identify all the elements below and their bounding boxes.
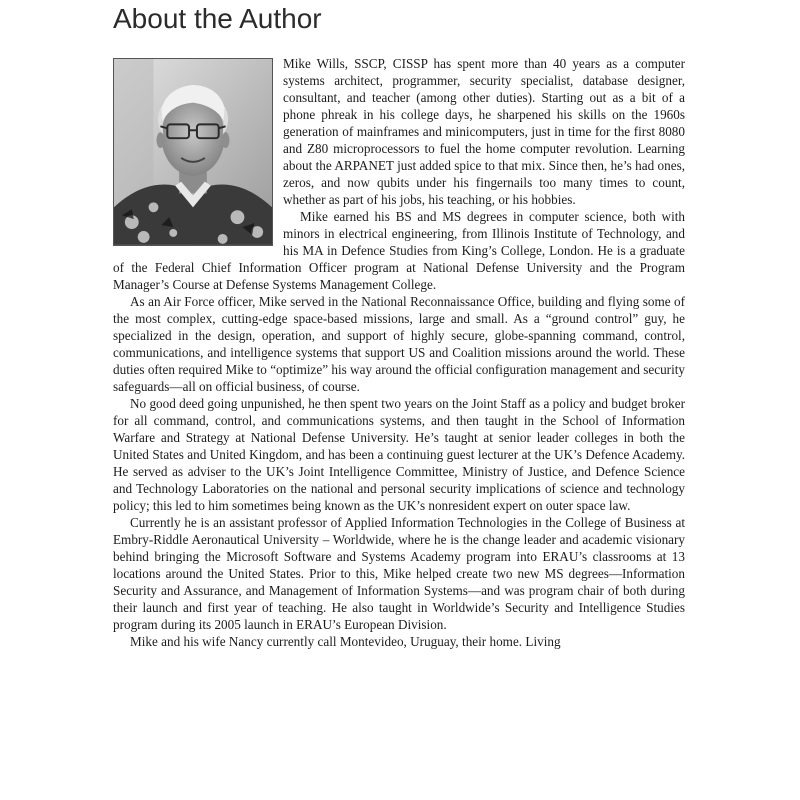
author-bio bbox=[113, 55, 685, 650]
bio-paragraph-4: No good deed going unpunished, he then spent two years on the Joint Staff as a policy and budget broker for all command, control, and communications systems, and then taught in the School of Information Warfare and Strategy at National Defense University. He’s taught at senior leader colleges in both the United States and United Kingdom, and has been a continuing guest lecturer at the UK’s Defence Academy. He served as adviser to the UK’s Joint Intelligence Committee, Ministry of Justice, and Defence Science and Technology Laboratories on the national and personal security implications of science and technology policy; this led to him sometimes being known as the UK’s nonresident expert on outer space law. bbox=[113, 396, 685, 513]
bio-paragraph-3: As an Air Force officer, Mike served in the National Reconnaissance Office, building and flying some of the most complex, cutting-edge space-based missions, large and small. As a “ground control” guy, he specialized in the design, operation, and support of highly secure, globe-spanning command, control, communications, and intelligence systems that support US and Coalition missions around the world. These duties often required Mike to “optimize” his way around the official configuration management and security safeguards—all on official business, of course. bbox=[113, 294, 685, 394]
bio-paragraph-5: Currently he is an assistant professor of Applied Information Technologies in the College of Business at Embry-Riddle Aeronautical University – Worldwide, where he is the change leader and academic visionary behind bringing the Microsoft Software and Systems Academy program into ERAU’s classrooms at 13 locations around the United States. Prior to this, Mike helped create two new MS degrees—Information Security and Assurance, and Management of Information Systems—and was program chair of both during their launch and first year of teaching. He also taught in Worldwide’s Security and Intelligence Studies program during its 2005 launch in ERAU’s European Division. bbox=[113, 515, 685, 632]
photo-wrap-spacer bbox=[113, 55, 283, 254]
bio-paragraph-6: Mike and his wife Nancy currently call Montevideo, Uruguay, their home. Living bbox=[130, 634, 561, 649]
page-title: About the Author bbox=[113, 3, 322, 34]
bio-paragraph-2: Mike earned his BS and MS degrees in computer science, both with minors in electrical engineering, from Illinois Institute of Technology, and his MA in Defence Studies from King’s College, London. He is a graduate of the Federal Chief Information Officer program at National Defense University and the Program Manager’s Course at Defense Systems Management College. bbox=[113, 209, 685, 292]
bio-paragraph-1: Mike Wills, SSCP, CISSP has spent more than 40 years as a computer systems architect, programmer, security specialist, database designer, consultant, and teacher (among other duties). Starting out as a bit of a phone phreak in his college days, he sharpened his skills on the 1960s generation of mainframes and minicomputers, just in time for the first 8080 and Z80 microprocessors to fuel the home computer revolution. Learning about the ARPANET just added spice to that mix. Since then, he’s had ones, zeros, and now qubits under his fingernails too many times to count, whether as part of his jobs, his teaching, or his hobbies. bbox=[283, 56, 685, 207]
